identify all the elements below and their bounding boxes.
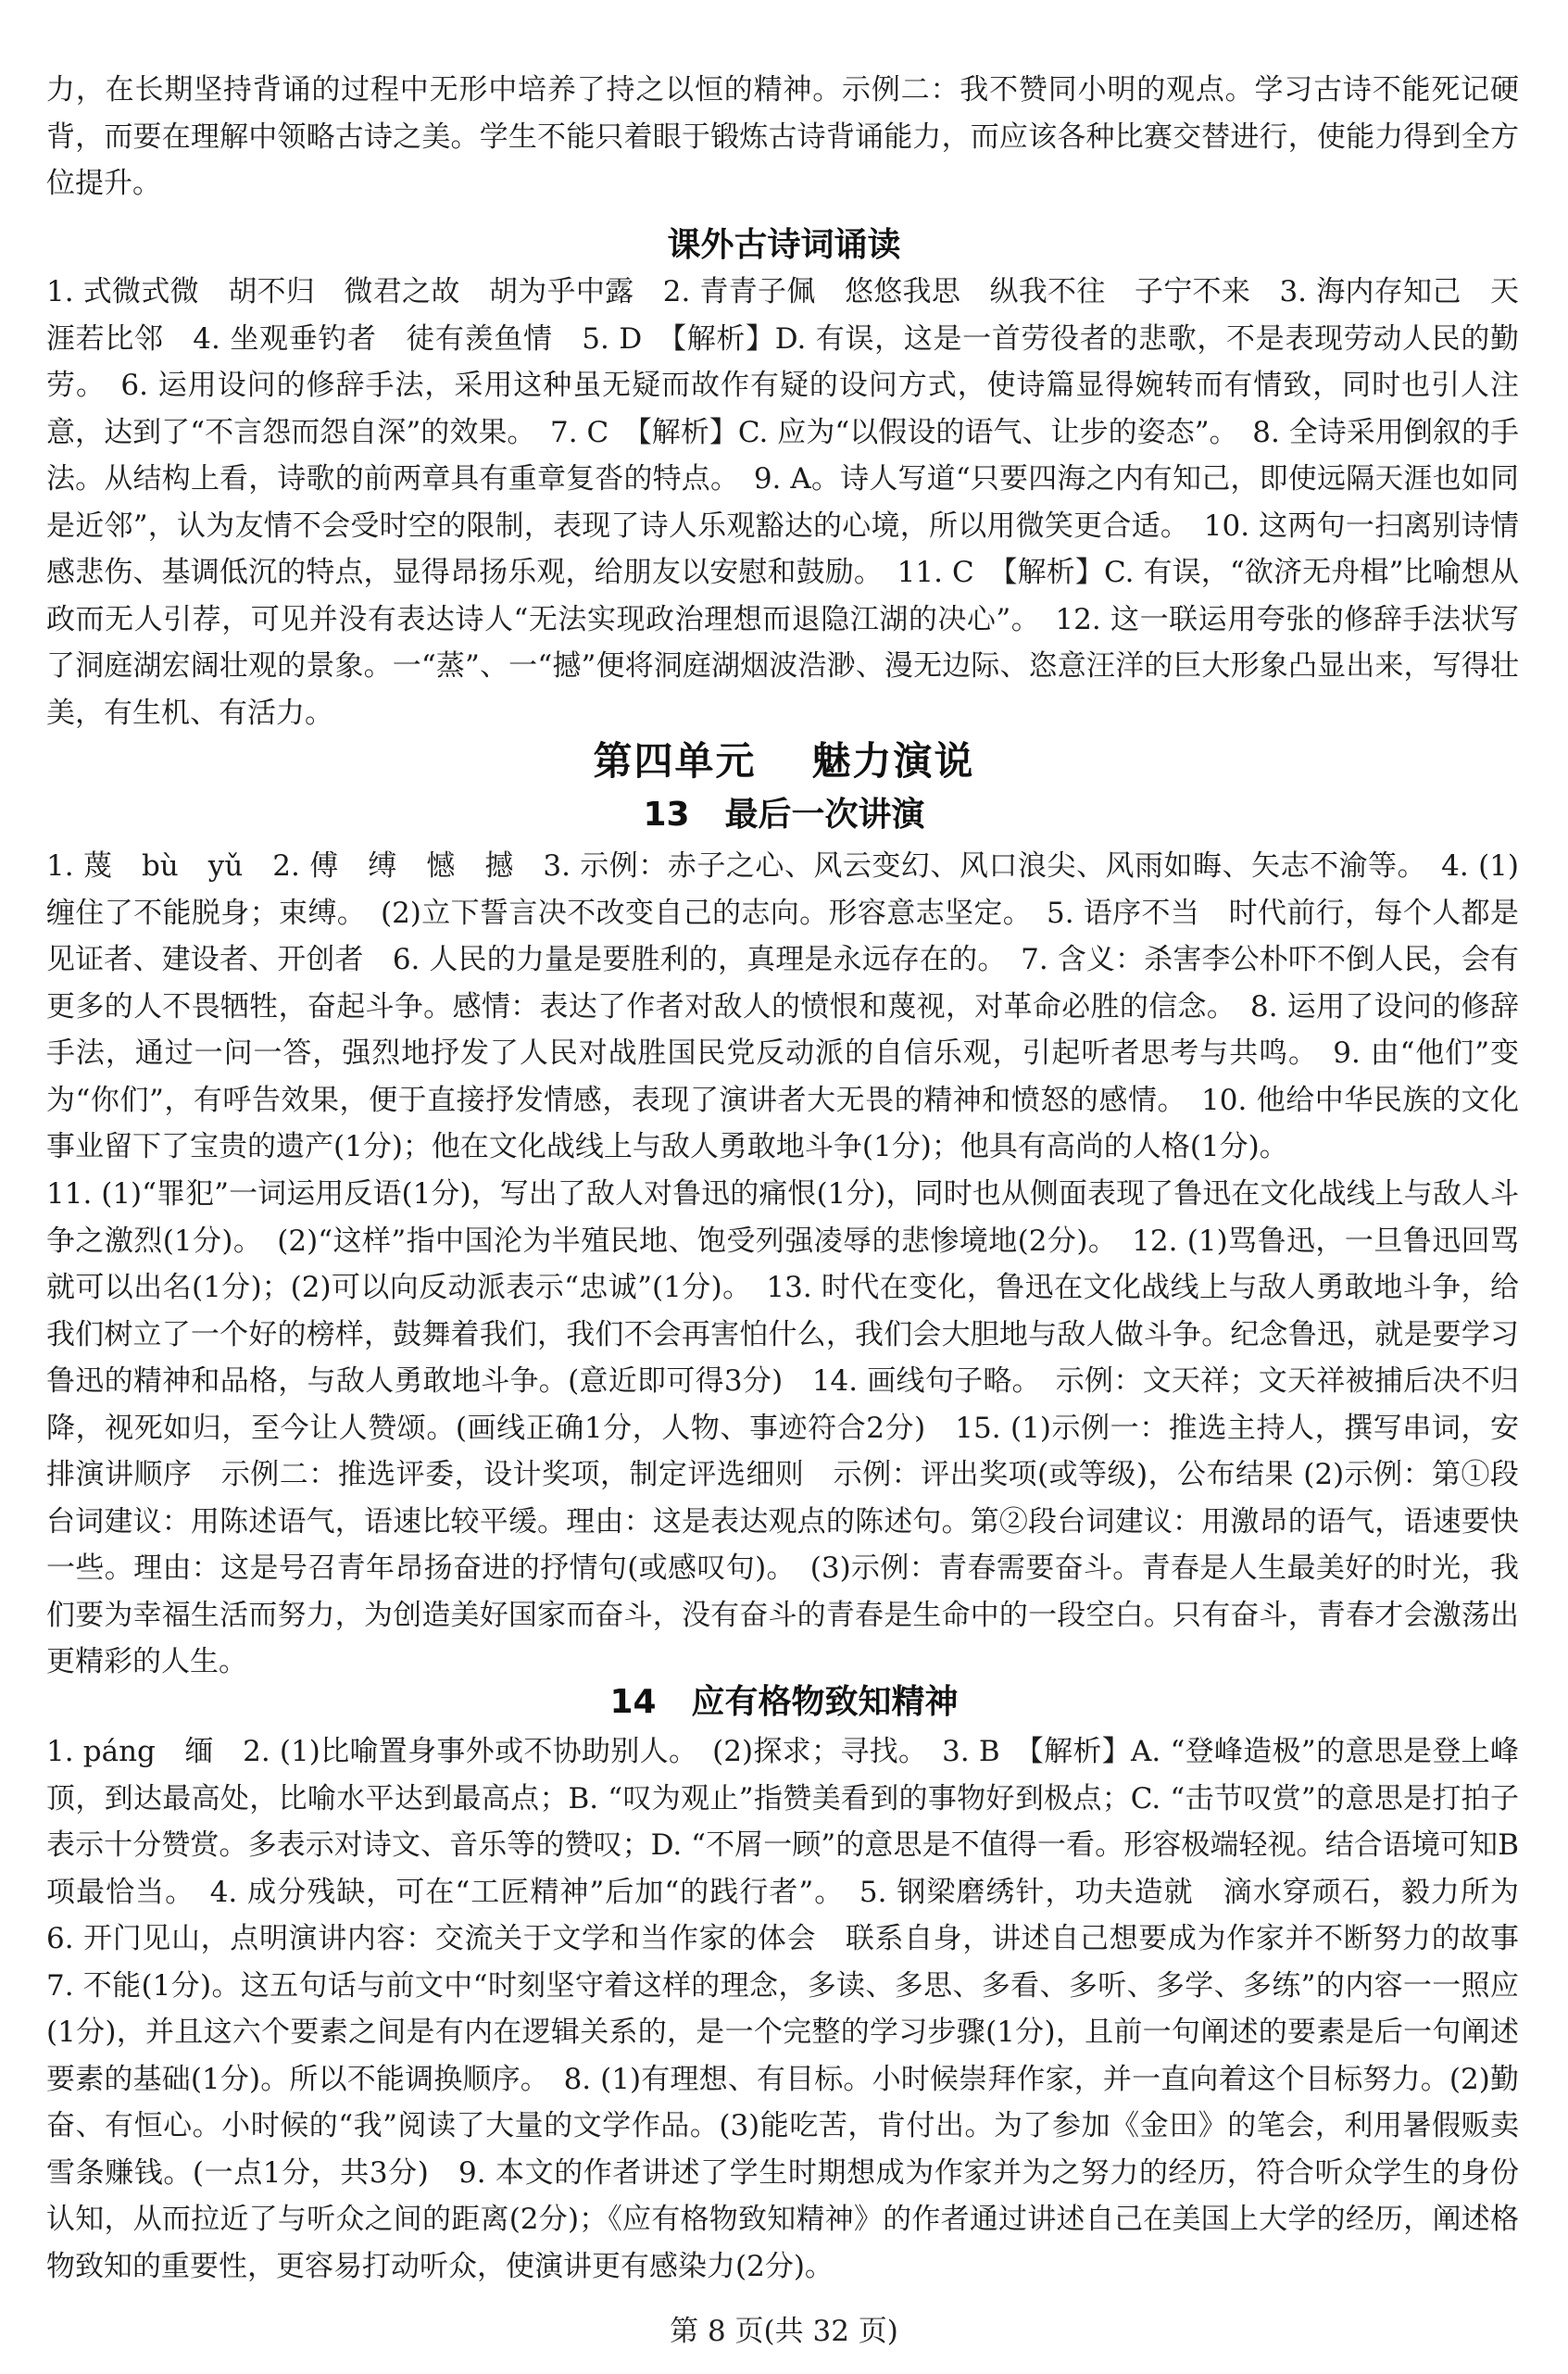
lesson-13-number: 13 <box>643 796 690 834</box>
unit-number: 第四单元 <box>593 738 757 784</box>
intro-paragraph: 力，在长期坚持背诵的过程中无形中培养了持之以恒的精神。示例二：我不赞同小明的观点。学习古诗不能死记硬背，而要在理解中领略古诗之美。学生不能只着眼于锻炼古诗背诵能力，而应该各种比赛交替进行，使能力得到全方位提升。 <box>46 73 1519 200</box>
section-extracurricular-poems-answers: 1. 式微式微 胡不归 微君之故 胡为乎中露 2. 青青子佩 悠悠我思 纵我不往 子宁不来 3. 海内存知己 天涯若比邻 4. 坐观垂钓者 徒有羡鱼情 5. D 【解析】D. 有误，这是一首劳役者的悲歌，不是表现劳动人民的勤劳。 6. 运用设问的修辞手法，采用这种虽无疑而故作有疑的设问方式，使诗篇显得婉转而有情致，同时也引人注意，达到了“不言怨而怨自深”的效果。 7. C 【解析】C. 应为“以假设的语气、让步的姿态”。 8. 全诗采用倒叙的手法。从结构上看，诗歌的前两章具有重章复沓的特点。 9. A。诗人写道“只要四海之内有知己，即使远隔天涯也如同是近邻”，认为友情不会受时空的限制，表现了诗人乐观豁达的心境，所以用微笑更合适。 10. 这两句一扫离别诗情感悲伤、基调低沉的特点，显得昂扬乐观，给朋友以安慰和鼓励。 11. C 【解析】C. 有误，“欲济无舟楫”比喻想从政而无人引荐，可见并没有表达诗人“无法实现政治理想而退隐江湖的决心”。 12. 这一联运用夸张的修辞手法状写了洞庭湖宏阔壮观的景象。一“蒸”、一“撼”便将洞庭湖烟波浩渺、漫无边际、恣意汪洋的巨大形象凸显出来，写得壮美，有生机、有活力。 <box>46 275 1519 730</box>
lesson-14-title <box>0 1677 1568 1728</box>
unit-name: 魅力演说 <box>811 738 975 784</box>
page-footer: 第 8 页(共 32 页) <box>670 2315 898 2348</box>
lesson-14-name: 应有格物致知精神 <box>691 1683 959 1721</box>
lesson-14-number: 14 <box>609 1683 657 1721</box>
section-title-extracurricular-poems: 课外古诗词诵读 <box>667 226 901 264</box>
lesson-14-answers: 1. páng 缅 2. (1)比喻置身事外或不协助别人。 (2)探求；寻找。 3. B 【解析】A. “登峰造极”的意思是登上峰顶，到达最高处，比喻水平达到最高点；B. “叹为观止”指赞美看到的事物好到极点；C. “击节叹赏”的意思是打拍子表示十分赞赏。多表示对诗文、音乐等的赞叹；D. “不屑一顾”的意思是不值得一看。形容极端轻视。结合语境可知B项最恰当。 4. 成分残缺，可在“工匠精神”后加“的践行者”。 5. 钢梁磨绣针，功夫造就 滴水穿顽石，毅力所为 6. 开门见山，点明演讲内容：交流关于文学和当作家的体会 联系自身，讲述自己想要成为作家并不断努力的故事 7. 不能(1分)。这五句话与前文中“时刻坚守着这样的理念，多读、多思、多看、多听、多学、多练”的内容一一照应(1分)，并且这六个要素之间是有内在逻辑关系的，是一个完整的学习步骤(1分)，且前一句阐述的要素是后一句阐述要素的基础(1分)。所以不能调换顺序。 8. (1)有理想、有目标。小时候崇拜作家，并一直向着这个目标努力。(2)勤奋、有恒心。小时候的“我”阅读了大量的文学作品。(3)能吃苦，肯付出。为了参加《金田》的笔会，利用暑假贩卖雪条赚钱。(一点1分，共3分) 9. 本文的作者讲述了学生时期想成为作家并为之努力的经历，符合听众学生的身份认知，从而拉近了与听众之间的距离(2分)；《应有格物致知精神》的作者通过讲述自己在美国上大学的经历，阐述格物致知的重要性，更容易打动听众，使演讲更有感染力(2分)。 <box>46 1735 1548 2283</box>
lesson-13-name: 最后一次讲演 <box>724 796 925 834</box>
lesson-13-title <box>0 789 1568 841</box>
lesson-13-answers-part1: 1. 蔑 bù yǔ 2. 傅 缚 憾 撼 3. 示例：赤子之心、风云变幻、风口浪尖、风雨如晦、矢志不渝等。 4. (1)缠住了不能脱身；束缚。 (2)立下誓言决不改变自己的志向。形容意志坚定。 5. 语序不当 时代前行，每个人都是见证者、建设者、开创者 6. 人民的力量是要胜利的，真理是永远存在的。 7. 含义：杀害李公朴吓不倒人民，会有更多的人不畏牺牲，奋起斗争。感情：表达了作者对敌人的愤恨和蔑视，对革命必胜的信念。 8. 运用了设问的修辞手法，通过一问一答，强烈地抒发了人民对战胜国民党反动派的自信乐观，引起听者思考与共鸣。 9. 由“他们”变为“你们”，有呼告效果，便于直接抒发情感，表现了演讲者大无畏的精神和愤怒的感情。 10. 他给中华民族的文化事业留下了宝贵的遗产(1分)；他在文化战线上与敌人勇敢地斗争(1分)；他具有高尚的人格(1分)。 <box>46 849 1519 1163</box>
unit-title <box>0 732 1568 791</box>
lesson-13-answers-part2: 11. (1)“罪犯”一词运用反语(1分)，写出了敌人对鲁迅的痛恨(1分)，同时也从侧面表现了鲁迅在文化战线上与敌人斗争之激烈(1分)。 (2)“这样”指中国沦为半殖民地、饱受列强凌辱的悲惨境地(2分)。 12. (1)骂鲁迅，一旦鲁迅回骂就可以出名(1分)；(2)可以向反动派表示“忠诚”(1分)。 13. 时代在变化，鲁迅在文化战线上与敌人勇敢地斗争，给我们树立了一个好的榜样，鼓舞着我们，我们不会再害怕什么，我们会大胆地与敌人做斗争。纪念鲁迅，就是要学习鲁迅的精神和品格，与敌人勇敢地斗争。(意近即可得3分) 14. 画线句子略。 示例：文天祥；文天祥被捕后决不归降，视死如归，至今让人赞颂。(画线正确1分，人物、事迹符合2分) 15. (1)示例一：推选主持人，撰写串词，安排演讲顺序 示例二：推选评委，设计奖项，制定评选细则 示例：评出奖项(或等级)，公布结果 (2)示例：第①段台词建议：用陈述语气，语速比较平缓。理由：这是表达观点的陈述句。第②段台词建议：用激昂的语气，语速要快一些。理由：这是号召青年昂扬奋进的抒情句(或感叹句)。 (3)示例：青春需要奋斗。青春是人生最美好的时光，我们要为幸福生活而努力，为创造美好国家而奋斗，没有奋斗的青春是生命中的一段空白。只有奋斗，青春才会激荡出更精彩的人生。 <box>46 1177 1519 1678</box>
